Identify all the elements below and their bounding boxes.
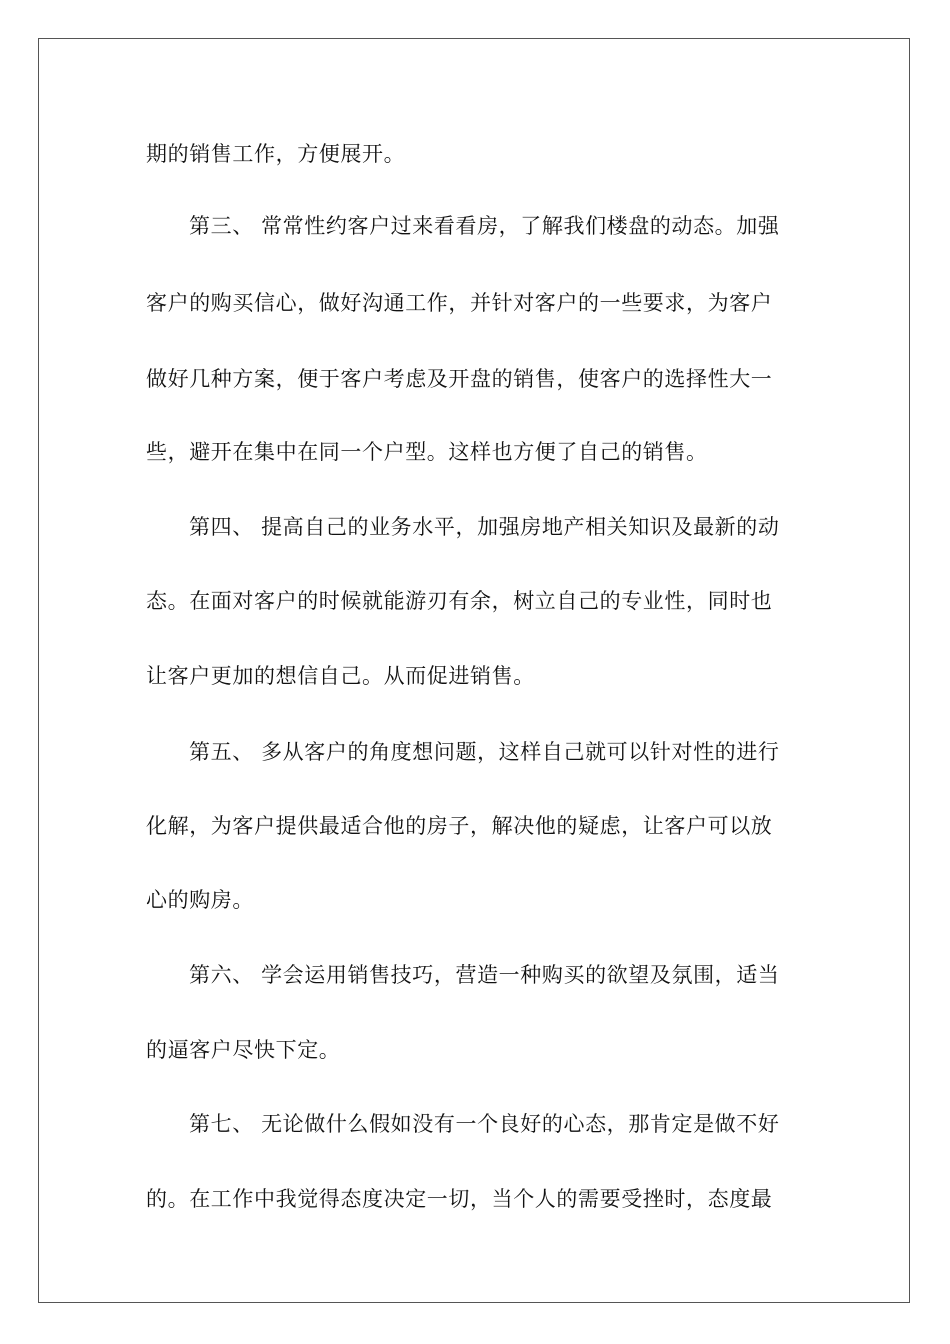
paragraph-5-line: 第五、 多从客户的角度想问题，这样自己就可以针对性的进行: [189, 740, 780, 764]
text-line: 态。在面对客户的时候就能游刃有余，树立自己的专业性，同时也: [146, 589, 773, 613]
paragraph-3-line: 第三、 常常性约客户过来看看房，了解我们楼盘的动态。加强: [189, 214, 780, 238]
text-line: 期的销售工作，方便展开。: [146, 142, 406, 166]
paragraph-4-line: 第四、 提高自己的业务水平，加强房地产相关知识及最新的动: [189, 515, 780, 539]
text-line: 的逼客户尽快下定。: [146, 1038, 341, 1062]
text-line: 的。在工作中我觉得态度决定一切，当个人的需要受挫时，态度最: [146, 1187, 773, 1211]
text-line: 客户的购买信心，做好沟通工作，并针对客户的一些要求，为客户: [146, 291, 773, 315]
text-line: 做好几种方案，便于客户考虑及开盘的销售，使客户的选择性大一: [146, 367, 773, 391]
text-line: 让客户更加的想信自己。从而促进销售。: [146, 664, 535, 688]
text-line: 化解，为客户提供最适合他的房子，解决他的疑虑，让客户可以放: [146, 814, 773, 838]
paragraph-7-line: 第七、 无论做什么假如没有一个良好的心态，那肯定是做不好: [189, 1112, 780, 1136]
paragraph-6-line: 第六、 学会运用销售技巧，营造一种购买的欲望及氛围，适当: [189, 963, 780, 987]
text-line: 些，避开在集中在同一个户型。这样也方便了自己的销售。: [146, 440, 708, 464]
text-line: 心的购房。: [146, 888, 254, 912]
